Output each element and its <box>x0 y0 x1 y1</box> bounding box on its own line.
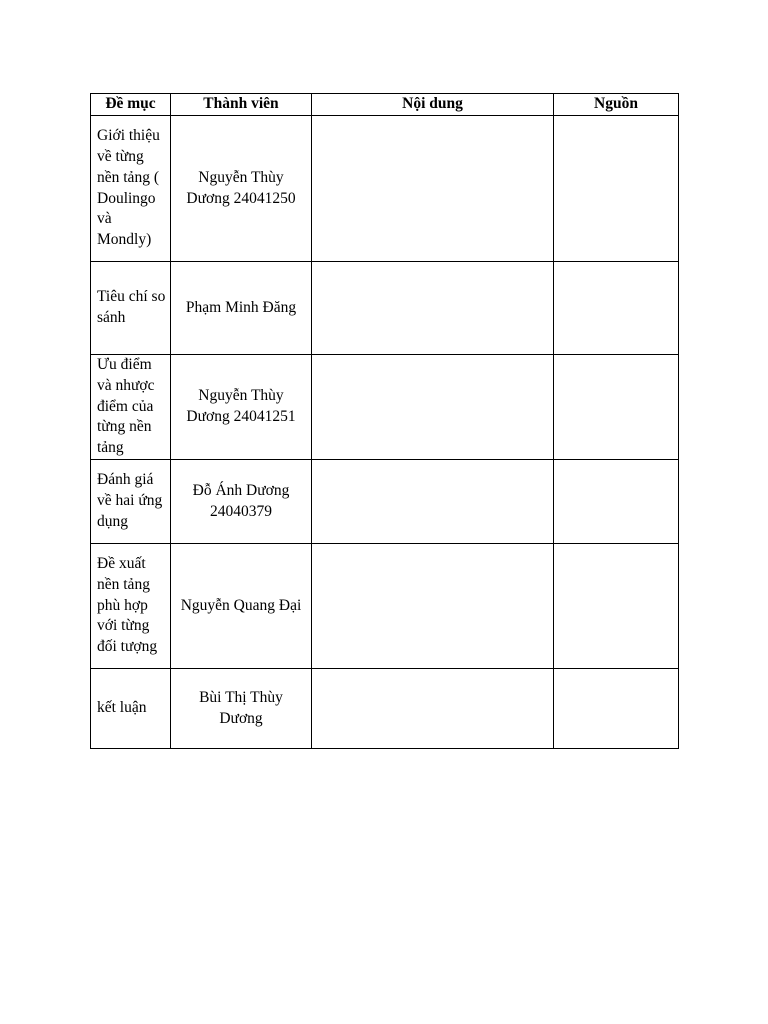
member-cell: Phạm Minh Đăng <box>171 262 312 355</box>
table-row <box>91 262 679 355</box>
topic-cell: Đề xuất nền tảng phù hợp với từng đối tượng <box>91 544 171 669</box>
topic-cell: Đánh giá về hai ứng dụng <box>91 460 171 544</box>
topic-cell: Giới thiệu về từng nền tảng ( Doulingo và Mondly) <box>91 116 171 262</box>
source-cell <box>554 262 679 355</box>
topic-cell: kết luận <box>91 669 171 749</box>
member-cell: Đỗ Ánh Dương 24040379 <box>171 460 312 544</box>
table-row <box>91 116 679 262</box>
source-cell <box>554 116 679 262</box>
header-content: Nội dung <box>312 94 554 116</box>
member-cell: Nguyễn Quang Đại <box>171 544 312 669</box>
assignment-table <box>90 93 679 749</box>
member-cell: Nguyễn Thùy Dương 24041251 <box>171 355 312 460</box>
content-cell <box>312 460 554 544</box>
topic-cell: Ưu điểm và nhược điểm của từng nền tảng <box>91 355 171 460</box>
content-cell <box>312 116 554 262</box>
header-topic: Đề mục <box>91 94 171 116</box>
content-cell <box>312 669 554 749</box>
content-cell <box>312 355 554 460</box>
table-row <box>91 544 679 669</box>
source-cell <box>554 355 679 460</box>
source-cell <box>554 669 679 749</box>
table-row <box>91 460 679 544</box>
source-cell <box>554 544 679 669</box>
table-row <box>91 355 679 460</box>
member-cell: Nguyễn Thùy Dương 24041250 <box>171 116 312 262</box>
table-header-row <box>91 94 679 116</box>
content-cell <box>312 262 554 355</box>
table-row <box>91 669 679 749</box>
member-cell: Bùi Thị Thùy Dương <box>171 669 312 749</box>
source-cell <box>554 460 679 544</box>
header-member: Thành viên <box>171 94 312 116</box>
header-source: Nguồn <box>554 94 679 116</box>
content-cell <box>312 544 554 669</box>
topic-cell: Tiêu chí so sánh <box>91 262 171 355</box>
